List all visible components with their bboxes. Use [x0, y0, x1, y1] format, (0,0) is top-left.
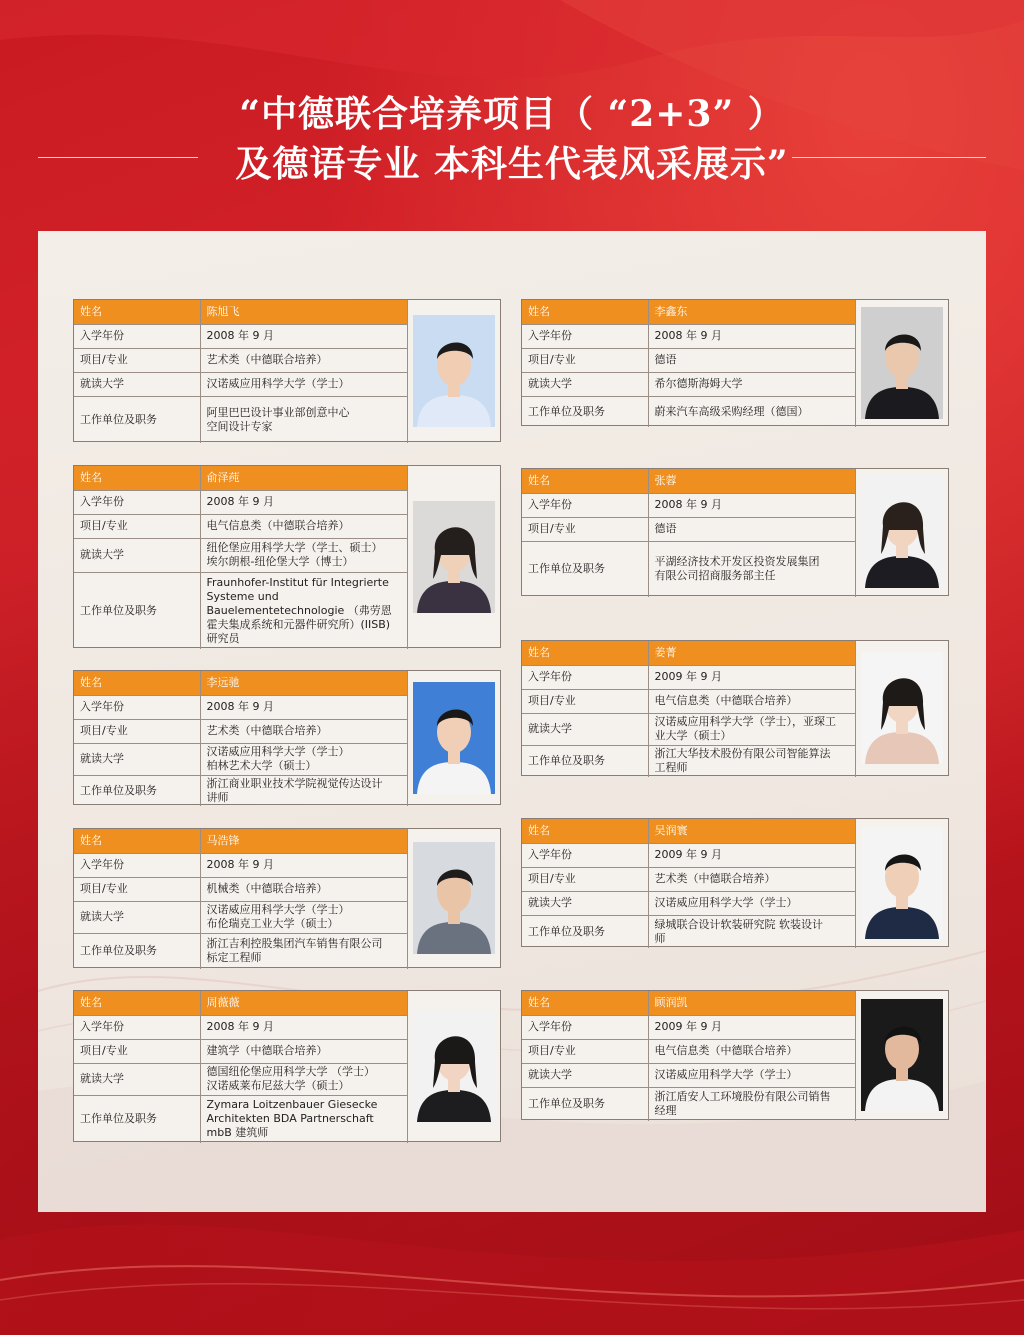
field-label-univ: 就读大学 [522, 1063, 648, 1087]
page-title-line2: 及德语专业 本科生代表风采展示” [235, 143, 789, 185]
field-label-year: 入学年份 [522, 324, 648, 348]
field-label-univ: 就读大学 [74, 743, 200, 775]
field-label-job: 工作单位及职务 [74, 572, 200, 649]
field-value-name: 李鑫东 [648, 300, 856, 324]
profile-table [522, 819, 856, 948]
photo-cell [856, 300, 948, 425]
profile-table [74, 466, 408, 649]
field-value-univ: 汉诺威应用科学大学（学士） [648, 891, 856, 915]
portrait-photo [413, 842, 495, 954]
profile-card [521, 990, 949, 1120]
field-value-job: 绿城联合设计软装研究院 软装设计 师 [648, 915, 856, 948]
photo-cell [408, 300, 500, 441]
portrait-photo [861, 476, 943, 588]
field-value-name: 周薇薇 [200, 991, 408, 1015]
field-value-year: 2008 年 9 月 [200, 1015, 408, 1039]
field-value-job: 浙江盾安人工环境股份有限公司销售 经理 [648, 1087, 856, 1121]
field-label-univ: 就读大学 [74, 901, 200, 933]
photo-cell [408, 991, 500, 1141]
field-value-year: 2008 年 9 月 [648, 324, 856, 348]
field-label-job: 工作单位及职务 [74, 775, 200, 806]
field-value-job: 平湖经济技术开发区投资发展集团 有限公司招商服务部主任 [648, 541, 856, 597]
field-value-major: 电气信息类（中德联合培养） [648, 1039, 856, 1063]
field-label-univ: 就读大学 [522, 372, 648, 396]
portrait-photo [413, 682, 495, 794]
profile-table [522, 991, 856, 1121]
field-value-year: 2008 年 9 月 [200, 490, 408, 514]
field-value-year: 2009 年 9 月 [648, 1015, 856, 1039]
profile-card [73, 990, 501, 1142]
field-label-job: 工作单位及职务 [522, 1087, 648, 1121]
field-label-name: 姓名 [74, 671, 200, 695]
field-value-name: 姜菁 [648, 641, 856, 665]
field-value-job: 浙江吉利控股集团汽车销售有限公司 标定工程师 [200, 933, 408, 969]
field-label-job: 工作单位及职务 [522, 541, 648, 597]
field-value-year: 2008 年 9 月 [200, 695, 408, 719]
field-value-year: 2009 年 9 月 [648, 843, 856, 867]
field-value-year: 2009 年 9 月 [648, 665, 856, 689]
photo-cell [408, 466, 500, 647]
field-value-major: 艺术类（中德联合培养） [648, 867, 856, 891]
field-label-year: 入学年份 [74, 324, 200, 348]
title-rule-right [792, 157, 986, 158]
field-label-job: 工作单位及职务 [74, 396, 200, 443]
profile-table [522, 300, 856, 427]
field-value-year: 2008 年 9 月 [200, 853, 408, 877]
field-label-name: 姓名 [522, 991, 648, 1015]
field-value-major: 德语 [648, 517, 856, 541]
field-value-name: 马浩锋 [200, 829, 408, 853]
profile-card [73, 299, 501, 442]
profile-card [521, 468, 949, 596]
field-value-major: 机械类（中德联合培养） [200, 877, 408, 901]
field-label-univ: 就读大学 [522, 713, 648, 745]
field-label-name: 姓名 [74, 991, 200, 1015]
field-label-year: 入学年份 [74, 490, 200, 514]
field-value-univ: 汉诺威应用科学大学（学士） 柏林艺术大学（硕士） [200, 743, 408, 775]
field-label-major: 项目/专业 [522, 348, 648, 372]
field-label-major: 项目/专业 [522, 689, 648, 713]
portrait-photo [861, 307, 943, 419]
field-label-year: 入学年份 [74, 695, 200, 719]
profile-table [74, 829, 408, 969]
field-label-univ: 就读大学 [74, 372, 200, 396]
profile-table [74, 991, 408, 1143]
portrait-photo [413, 315, 495, 427]
field-value-name: 张蓉 [648, 469, 856, 493]
field-value-major: 德语 [648, 348, 856, 372]
field-value-univ: 希尔德斯海姆大学 [648, 372, 856, 396]
photo-cell [856, 469, 948, 595]
field-value-univ: 汉诺威应用科学大学（学士） [648, 1063, 856, 1087]
profile-table [74, 671, 408, 806]
photo-cell [856, 991, 948, 1119]
field-label-major: 项目/专业 [522, 1039, 648, 1063]
profile-table [74, 300, 408, 443]
portrait-photo [861, 827, 943, 939]
field-value-name: 陈旭飞 [200, 300, 408, 324]
field-label-major: 项目/专业 [522, 867, 648, 891]
profile-card [521, 640, 949, 776]
field-value-job: Zymara Loitzenbauer Giesecke Architekten BDA Partnerschaft mbB 建筑师 [200, 1095, 408, 1143]
profile-table [522, 641, 856, 777]
field-label-univ: 就读大学 [522, 891, 648, 915]
field-label-year: 入学年份 [74, 853, 200, 877]
field-value-name: 俞泽莼 [200, 466, 408, 490]
field-value-univ: 汉诺威应用科学大学（学士） 布伦瑞克工业大学（硕士） [200, 901, 408, 933]
profile-card [521, 299, 949, 426]
field-label-name: 姓名 [522, 641, 648, 665]
profile-card [73, 465, 501, 648]
field-value-job: 浙江商业职业技术学院视觉传达设计 讲师 [200, 775, 408, 806]
field-label-job: 工作单位及职务 [522, 396, 648, 427]
field-label-year: 入学年份 [522, 665, 648, 689]
field-label-name: 姓名 [522, 300, 648, 324]
photo-cell [408, 829, 500, 967]
portrait-photo [413, 501, 495, 613]
field-value-name: 吴润寰 [648, 819, 856, 843]
field-value-univ: 纽伦堡应用科学大学（学士、硕士） 埃尔朗根-纽伦堡大学（博士） [200, 538, 408, 572]
photo-cell [856, 819, 948, 946]
field-label-job: 工作单位及职务 [522, 915, 648, 948]
field-label-name: 姓名 [522, 819, 648, 843]
field-value-univ: 汉诺威应用科学大学（学士） [200, 372, 408, 396]
field-value-name: 顾润凯 [648, 991, 856, 1015]
field-label-name: 姓名 [74, 300, 200, 324]
page-title-line1: “中德联合培养项目（ “2+3” ） [239, 93, 785, 135]
field-value-year: 2008 年 9 月 [648, 493, 856, 517]
field-label-major: 项目/专业 [522, 517, 648, 541]
photo-cell [408, 671, 500, 804]
field-label-job: 工作单位及职务 [74, 933, 200, 969]
field-label-name: 姓名 [74, 829, 200, 853]
field-value-job: Fraunhofer-Institut für Integrierte Systeme und Bauelementetechnologie （弗劳恩霍夫集成系统和元器件研究所）(IISB) 研究员 [200, 572, 408, 649]
field-value-major: 建筑学（中德联合培养） [200, 1039, 408, 1063]
field-label-year: 入学年份 [522, 493, 648, 517]
portrait-photo [861, 652, 943, 764]
portrait-photo [413, 1010, 495, 1122]
field-label-major: 项目/专业 [74, 719, 200, 743]
field-value-major: 艺术类（中德联合培养） [200, 348, 408, 372]
field-value-name: 李远驰 [200, 671, 408, 695]
field-value-year: 2008 年 9 月 [200, 324, 408, 348]
field-label-major: 项目/专业 [74, 348, 200, 372]
field-label-name: 姓名 [74, 466, 200, 490]
profile-card [73, 828, 501, 968]
photo-cell [856, 641, 948, 775]
field-label-univ: 就读大学 [74, 1063, 200, 1095]
field-value-univ: 汉诺威应用科学大学（学士），亚琛工 业大学（硕士） [648, 713, 856, 745]
field-value-univ: 德国纽伦堡应用科学大学 （学士） 汉诺威莱布尼兹大学（硕士） [200, 1063, 408, 1095]
field-value-job: 阿里巴巴设计事业部创意中心 空间设计专家 [200, 396, 408, 443]
field-label-job: 工作单位及职务 [522, 745, 648, 777]
field-label-name: 姓名 [522, 469, 648, 493]
portrait-photo [861, 999, 943, 1111]
profile-card [521, 818, 949, 947]
field-label-year: 入学年份 [74, 1015, 200, 1039]
field-value-major: 艺术类（中德联合培养） [200, 719, 408, 743]
field-label-univ: 就读大学 [74, 538, 200, 572]
field-label-job: 工作单位及职务 [74, 1095, 200, 1143]
field-value-job: 浙江大华技术股份有限公司智能算法 工程师 [648, 745, 856, 777]
field-value-major: 电气信息类（中德联合培养） [648, 689, 856, 713]
profile-table [522, 469, 856, 597]
field-value-job: 蔚来汽车高级采购经理（德国） [648, 396, 856, 427]
field-value-major: 电气信息类（中德联合培养） [200, 514, 408, 538]
field-label-year: 入学年份 [522, 843, 648, 867]
profile-card [73, 670, 501, 805]
field-label-major: 项目/专业 [74, 1039, 200, 1063]
field-label-major: 项目/专业 [74, 514, 200, 538]
field-label-major: 项目/专业 [74, 877, 200, 901]
field-label-year: 入学年份 [522, 1015, 648, 1039]
